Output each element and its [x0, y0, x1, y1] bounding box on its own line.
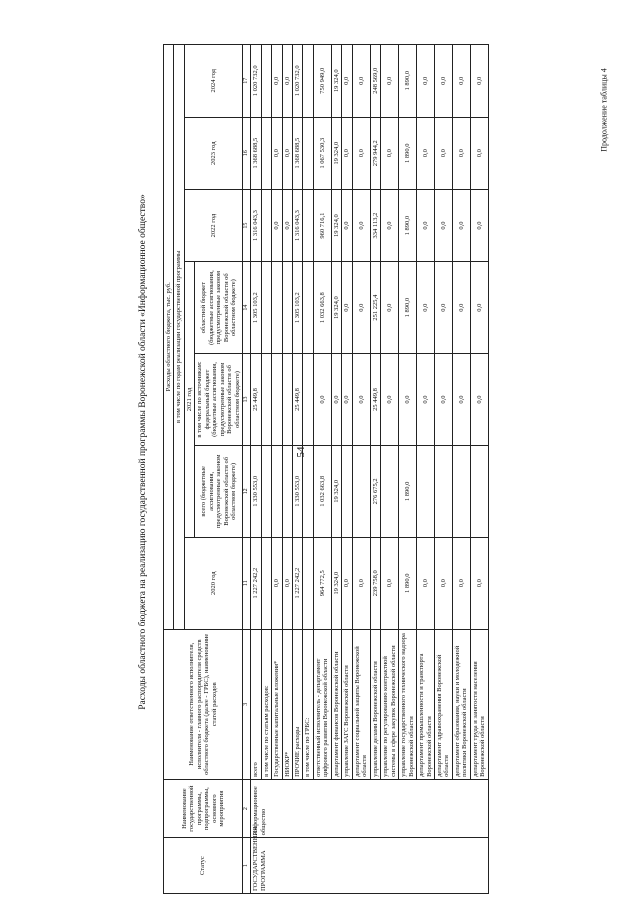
page-number: 54 — [295, 446, 307, 458]
value-cell-all21 — [417, 445, 435, 537]
col-number: 13 — [243, 354, 251, 446]
value-cell-v2020: 1 227 242,2 — [292, 537, 302, 629]
value-cell-v2024: 750 949,0 — [313, 45, 331, 118]
row-label: департамент здравоохранения Воронежской области — [435, 629, 453, 779]
budget-table-rotated — [163, 44, 488, 894]
value-cell-reg: 0,0 — [352, 262, 370, 354]
table-row — [370, 45, 380, 894]
value-cell-v2022: 0,0 — [381, 189, 399, 261]
value-cell-reg — [272, 262, 282, 354]
col-number: 14 — [243, 262, 251, 354]
value-cell-v2024: 1 890,0 — [399, 45, 417, 118]
value-cell-v2023: 0,0 — [381, 117, 399, 189]
header-year-2020: 2020 год — [184, 537, 242, 629]
value-cell-v2020: 0,0 — [381, 537, 399, 629]
value-cell-reg: 0,0 — [452, 262, 470, 354]
header-year-2024: 2024 год — [184, 45, 242, 118]
value-cell-v2024: 0,0 — [352, 45, 370, 118]
value-cell-v2024: 0,0 — [470, 45, 488, 118]
value-cell-v2024: 248 569,0 — [370, 45, 380, 118]
value-cell-all21: 19 324,0 — [331, 445, 341, 537]
value-cell-v2022: 0,0 — [342, 189, 352, 261]
header-federal-text: федеральный бюджет (бюджетные ассигнования, предусмотренные законом Воронежской области об областном бюджете) — [203, 362, 241, 437]
row-label: всего — [251, 629, 261, 779]
col-number: 16 — [243, 117, 251, 189]
value-cell-v2020: 0,0 — [435, 537, 453, 629]
table-row — [342, 45, 352, 894]
col-number: 17 — [243, 45, 251, 118]
value-cell-v2024: 0,0 — [417, 45, 435, 118]
value-cell-v2023: 1 368 688,5 — [292, 117, 302, 189]
value-cell-fed: 25 449,8 — [292, 354, 302, 446]
value-cell-v2022: 0,0 — [352, 189, 370, 261]
header-budget-group: Расходы областного бюджета, тыс. руб. — [164, 45, 174, 630]
table-row — [261, 45, 271, 894]
budget-table — [163, 44, 489, 894]
value-cell-v2022: 0,0 — [470, 189, 488, 261]
value-cell-v2024: 0,0 — [435, 45, 453, 118]
value-cell-v2024: 1 020 732,0 — [292, 45, 302, 118]
value-cell-v2023: 1 890,0 — [399, 117, 417, 189]
value-cell-all21 — [342, 445, 352, 537]
row-label: департамент труда и занятости населения Воронежской области — [470, 629, 488, 779]
value-cell-v2022: 1 890,0 — [399, 189, 417, 261]
table-row — [303, 45, 313, 894]
value-cell-reg — [282, 262, 292, 354]
value-cell-v2020: 239 758,0 — [370, 537, 380, 629]
value-cell-v2020: 19 324,0 — [331, 537, 341, 629]
value-cell-v2020 — [261, 537, 271, 629]
col-number: 1 — [243, 838, 251, 894]
value-cell-v2020: 0,0 — [452, 537, 470, 629]
value-cell-v2022: 0,0 — [452, 189, 470, 261]
table-row — [313, 45, 331, 894]
value-cell-reg: 1 305 103,2 — [251, 262, 261, 354]
value-cell-v2020: 0,0 — [352, 537, 370, 629]
value-cell-all21: 1 330 553,0 — [292, 445, 302, 537]
row-label: в том числе по статьям расходов: — [261, 629, 271, 779]
value-cell-v2023: 0,0 — [282, 117, 292, 189]
row-label: в том числе по ГРБС: — [303, 629, 313, 779]
value-cell-reg: 0,0 — [435, 262, 453, 354]
value-cell-all21: 276 675,2 — [370, 445, 380, 537]
value-cell-reg: 0,0 — [342, 262, 352, 354]
value-cell-v2023 — [261, 117, 271, 189]
value-cell-v2023: 1 067 530,3 — [313, 117, 331, 189]
value-cell-reg: 1 890,0 — [399, 262, 417, 354]
header-all-2021: всего (бюджетные ассигнования, предусмотренные законом Воронежской области об областном бюджете) — [195, 445, 243, 537]
value-cell-v2023 — [303, 117, 313, 189]
value-cell-fed: 25 449,8 — [251, 354, 261, 446]
value-cell-v2023: 0,0 — [272, 117, 282, 189]
value-cell-v2022: 0,0 — [282, 189, 292, 261]
value-cell-v2023: 0,0 — [435, 117, 453, 189]
col-number: 12 — [243, 445, 251, 537]
col-number: 3 — [243, 629, 251, 779]
value-cell-v2020: 0,0 — [417, 537, 435, 629]
value-cell-v2022: 960 716,1 — [313, 189, 331, 261]
table-row — [282, 45, 292, 894]
value-cell-fed: 0,0 — [417, 354, 435, 446]
value-cell-fed: 0,0 — [470, 354, 488, 446]
value-cell-v2024: 0,0 — [381, 45, 399, 118]
row-label: департамент образования, науки и молодежной политики Воронежской области — [452, 629, 470, 779]
value-cell-all21: 1 032 663,8 — [313, 445, 331, 537]
value-cell-fed: 25 449,8 — [370, 354, 380, 446]
value-cell-v2023: 0,0 — [470, 117, 488, 189]
value-cell-v2020: 0,0 — [272, 537, 282, 629]
row-label: департамент финансов Воронежской области — [331, 629, 341, 779]
value-cell-v2023: 1 368 688,5 — [251, 117, 261, 189]
value-cell-all21 — [435, 445, 453, 537]
row-label: департамент социальной защиты Воронежской области — [352, 629, 370, 779]
value-cell-v2024: 0,0 — [272, 45, 282, 118]
value-cell-v2024 — [303, 45, 313, 118]
value-cell-all21 — [272, 445, 282, 537]
value-cell-all21: 1 330 553,0 — [251, 445, 261, 537]
value-cell-reg: 0,0 — [381, 262, 399, 354]
row-label: Государственные капитальные вложения* — [272, 629, 282, 779]
header-year-2023: 2023 год — [184, 117, 242, 189]
row-label: управление ЗАГС Воронежской области — [342, 629, 352, 779]
row-label: НИОКР* — [282, 629, 292, 779]
table-row — [381, 45, 399, 894]
value-cell-v2022: 0,0 — [417, 189, 435, 261]
value-cell-v2022 — [303, 189, 313, 261]
row-label: ПРОЧИЕ расходы — [292, 629, 302, 779]
table-body — [251, 45, 489, 894]
value-cell-v2020: 0,0 — [282, 537, 292, 629]
table-row — [470, 45, 488, 894]
header-regional: областной бюджет (бюджетные ассигнования, предусмотренные законом Воронежской области об областном бюджете) — [195, 262, 243, 354]
value-cell-v2020: 0,0 — [342, 537, 352, 629]
table-row — [399, 45, 417, 894]
row-label: управление государственного технического надзора Воронежской области — [399, 629, 417, 779]
table-row — [272, 45, 282, 894]
col-number: 15 — [243, 189, 251, 261]
value-cell-reg: 1 032 663,8 — [313, 262, 331, 354]
value-cell-fed: 0,0 — [452, 354, 470, 446]
value-cell-fed: 0,0 — [313, 354, 331, 446]
value-cell-all21 — [470, 445, 488, 537]
row-label: управление делами Воронежской области — [370, 629, 380, 779]
header-program-name: Наименование государственной программы, подпрограммы, основного мероприятия — [164, 779, 243, 837]
header-status: Статус — [164, 838, 243, 894]
value-cell-v2024: 19 324,0 — [331, 45, 341, 118]
value-cell-v2022: 1 316 043,3 — [251, 189, 261, 261]
value-cell-v2024: 0,0 — [342, 45, 352, 118]
value-cell-v2022: 0,0 — [435, 189, 453, 261]
header-year-2021: 2021 год — [184, 262, 194, 538]
value-cell-v2020 — [303, 537, 313, 629]
value-cell-v2023: 0,0 — [417, 117, 435, 189]
value-cell-fed: 0,0 — [342, 354, 352, 446]
value-cell-v2024: 1 020 732,0 — [251, 45, 261, 118]
status-cell: ГОСУДАРСТВЕННАЯ ПРОГРАММА — [251, 838, 489, 894]
value-cell-v2023: 0,0 — [352, 117, 370, 189]
value-cell-v2022 — [261, 189, 271, 261]
value-cell-fed — [303, 354, 313, 446]
value-cell-reg — [261, 262, 271, 354]
header-by-years: в том числе по годам реализации государственной программы — [174, 45, 184, 630]
value-cell-v2020: 1 890,0 — [399, 537, 417, 629]
value-cell-v2023: 279 944,2 — [370, 117, 380, 189]
value-cell-all21 — [452, 445, 470, 537]
value-cell-v2022: 0,0 — [272, 189, 282, 261]
header-federal — [195, 354, 243, 446]
value-cell-v2023: 0,0 — [452, 117, 470, 189]
table-row — [352, 45, 370, 894]
value-cell-all21 — [303, 445, 313, 537]
value-cell-v2023: 0,0 — [342, 117, 352, 189]
value-cell-reg: 0,0 — [417, 262, 435, 354]
value-cell-v2023: 19 324,0 — [331, 117, 341, 189]
column-number-row — [243, 45, 251, 894]
header-year-2022: 2022 год — [184, 189, 242, 261]
value-cell-v2020: 1 227 242,2 — [251, 537, 261, 629]
value-cell-all21 — [352, 445, 370, 537]
col-number: 2 — [243, 779, 251, 837]
value-cell-fed: 0,0 — [331, 354, 341, 446]
table-row — [417, 45, 435, 894]
value-cell-reg: 19 324,0 — [331, 262, 341, 354]
value-cell-v2022: 1 316 043,3 — [292, 189, 302, 261]
header-by-sources: в том числе по источникам: — [196, 361, 204, 438]
table-row — [331, 45, 341, 894]
table-row — [435, 45, 453, 894]
value-cell-all21 — [282, 445, 292, 537]
value-cell-v2020: 0,0 — [470, 537, 488, 629]
value-cell-v2024: 0,0 — [282, 45, 292, 118]
row-label: ответственный исполнитель - департамент цифрового развития Воронежской области — [313, 629, 331, 779]
value-cell-fed: 0,0 — [399, 354, 417, 446]
value-cell-fed — [261, 354, 271, 446]
value-cell-fed — [272, 354, 282, 446]
value-cell-reg: 1 305 103,2 — [292, 262, 302, 354]
value-cell-reg: 251 225,4 — [370, 262, 380, 354]
value-cell-reg — [303, 262, 313, 354]
row-label: управление по регулированию контрактной системы в сфере закупок Воронежской области — [381, 629, 399, 779]
value-cell-v2022: 19 324,0 — [331, 189, 341, 261]
value-cell-v2020: 964 772,5 — [313, 537, 331, 629]
value-cell-fed: 0,0 — [381, 354, 399, 446]
value-cell-v2024: 0,0 — [452, 45, 470, 118]
value-cell-all21: 1 890,0 — [399, 445, 417, 537]
value-cell-v2024 — [261, 45, 271, 118]
row-label: департамент промышленности и транспорта Воронежской области — [417, 629, 435, 779]
value-cell-fed: 0,0 — [435, 354, 453, 446]
program-name-cell: Информационное общество — [251, 779, 489, 837]
value-cell-fed: 0,0 — [352, 354, 370, 446]
value-cell-reg: 0,0 — [470, 262, 488, 354]
table-row — [292, 45, 302, 894]
header-executor: Наименование ответственного исполнителя, исполнителя - главного распорядителя средств областного бюджета (далее - ГРБС), наименование статей расходов — [164, 629, 243, 779]
table-row — [251, 45, 261, 894]
col-number: 11 — [243, 537, 251, 629]
value-cell-all21 — [261, 445, 271, 537]
value-cell-fed — [282, 354, 292, 446]
value-cell-all21 — [381, 445, 399, 537]
table-row — [452, 45, 470, 894]
value-cell-v2022: 334 113,2 — [370, 189, 380, 261]
